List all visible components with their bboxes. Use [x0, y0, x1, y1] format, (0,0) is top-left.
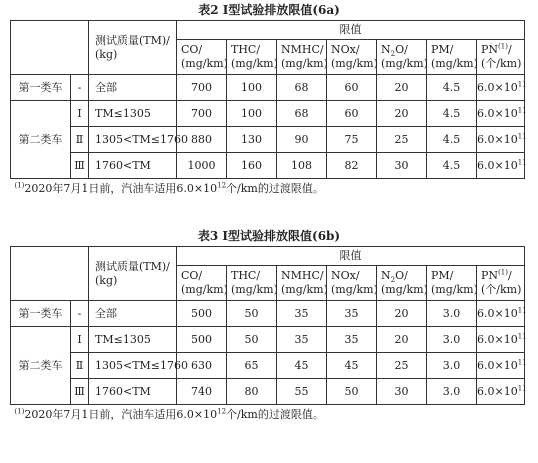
pn-limit-exponent: 11	[517, 331, 527, 340]
limit-value-cell: 35	[327, 327, 377, 353]
limit-value-cell: 50	[227, 301, 277, 327]
table-caption: 表2 Ⅰ型试验排放限值(6a)	[198, 3, 340, 17]
limit-value-cell: 45	[327, 353, 377, 379]
limit-value-cell: 68	[277, 101, 327, 127]
pollutant-header-cell	[177, 40, 227, 75]
limit-value-cell: 20	[377, 301, 427, 327]
test-mass-header-line: 测试质量(TM)/	[95, 259, 170, 273]
limit-value-cell: 3.0	[427, 379, 477, 405]
pn-limit-cell	[477, 127, 525, 153]
limit-value-cell: 700	[177, 75, 227, 101]
pollutant-unit: (mg/km)	[281, 283, 328, 296]
class2-row	[11, 379, 525, 405]
limit-value-cell: 20	[377, 101, 427, 127]
pollutant-name	[381, 269, 426, 283]
test-mass-cell: 1305<TM≤1760	[89, 353, 177, 379]
vehicle-subclass: Ⅲ	[71, 379, 89, 405]
limit-value-cell: 630	[177, 353, 227, 379]
pn-limit-base: 6.0×10	[477, 132, 518, 146]
pollutant-unit: (mg/km)	[331, 283, 378, 296]
pollutant-header-cell	[277, 266, 327, 301]
pn-limit-base: 6.0×10	[477, 80, 518, 94]
pn-limit-cell	[477, 301, 525, 327]
class2-row	[11, 101, 525, 127]
limit-value-cell: 20	[377, 75, 427, 101]
pn-limit-cell	[477, 327, 525, 353]
test-mass-cell: 1305<TM≤1760	[89, 127, 177, 153]
test-mass-header	[89, 21, 177, 75]
pollutant-unit: (mg/km)	[431, 57, 478, 70]
footnote-mark: (1)	[14, 181, 25, 190]
test-mass-cell: 1760<TM	[89, 153, 177, 179]
vehicle-subclass: Ⅰ	[71, 101, 89, 127]
limit-value-cell: 4.5	[427, 101, 477, 127]
pollutant-header-cell	[377, 266, 427, 301]
pollutant-name	[481, 269, 524, 283]
limit-value-cell: 75	[327, 127, 377, 153]
header-row	[11, 21, 525, 40]
vehicle-class-label: 第二类车	[11, 327, 71, 405]
pollutant-header-cell	[227, 40, 277, 75]
class2-row	[11, 353, 525, 379]
limit-value-cell: 35	[327, 301, 377, 327]
pollutant-name: CO/	[181, 43, 203, 56]
test-mass-cell: 全部	[89, 75, 177, 101]
pollutant-name-subscript: 2	[390, 50, 396, 59]
pn-limit-base: 6.0×10	[477, 358, 518, 372]
pn-limit-cell	[477, 153, 525, 179]
pollutant-header-cell	[227, 266, 277, 301]
limit-value-cell: 100	[227, 75, 277, 101]
test-mass-cell: 1760<TM	[89, 379, 177, 405]
limit-value-cell: 20	[377, 327, 427, 353]
pollutant-name: NMHC/	[281, 43, 324, 56]
class2-row	[11, 153, 525, 179]
limit-value-cell: 30	[377, 379, 427, 405]
test-mass-header-unit: (kg)	[95, 47, 118, 61]
test-mass-header-line: 测试质量(TM)/	[95, 33, 170, 47]
pollutant-unit: (mg/km)	[181, 57, 228, 70]
limit-value-cell: 82	[327, 153, 377, 179]
footnote-text: 2020年7月1日前，汽油车适用6.0×10	[24, 182, 218, 195]
limit-value-cell: 35	[277, 301, 327, 327]
pollutant-name-main: N	[381, 269, 391, 282]
pollutant-unit: (mg/km)	[331, 57, 378, 70]
pollutant-unit: (mg/km)	[381, 57, 428, 70]
limit-value-cell: 108	[277, 153, 327, 179]
pollutant-name: NMHC/	[281, 269, 324, 282]
limit-value-cell: 68	[277, 75, 327, 101]
pn-limit-base: 6.0×10	[477, 306, 518, 320]
test-mass-cell: TM≤1305	[89, 101, 177, 127]
pollutant-name-main: N	[381, 43, 391, 56]
limits-header: 限值	[177, 247, 525, 266]
limit-value-cell: 500	[177, 301, 227, 327]
limit-value-cell: 55	[277, 379, 327, 405]
pollutant-name-main: PN	[481, 269, 499, 282]
pn-limit-exponent: 11	[517, 157, 527, 166]
limit-value-cell: 3.0	[427, 353, 477, 379]
class2-row	[11, 327, 525, 353]
test-mass-header-unit: (kg)	[95, 273, 118, 287]
limit-value-cell: 30	[377, 153, 427, 179]
pollutant-header-cell	[477, 266, 525, 301]
vehicle-class-label: 第一类车	[11, 75, 71, 101]
pn-limit-cell	[477, 101, 525, 127]
vehicle-class-label: 第一类车	[11, 301, 71, 327]
emission-limits-table-6a	[10, 20, 525, 199]
pollutant-name-rest: O/	[395, 43, 408, 56]
vehicle-subclass: -	[71, 301, 89, 327]
pollutant-header-cell	[477, 40, 525, 75]
vehicle-subclass: Ⅱ	[71, 353, 89, 379]
class1-row	[11, 301, 525, 327]
header-row	[11, 247, 525, 266]
pn-limit-cell	[477, 75, 525, 101]
test-mass-cell: 全部	[89, 301, 177, 327]
test-mass-cell: TM≤1305	[89, 327, 177, 353]
limit-value-cell: 60	[327, 101, 377, 127]
footnote-reference: (1)	[498, 42, 508, 51]
pn-limit-base: 6.0×10	[477, 332, 518, 346]
limit-value-cell: 3.0	[427, 327, 477, 353]
pollutant-name-rest: /	[507, 269, 512, 282]
pollutant-name: PM/	[431, 269, 454, 282]
limit-value-cell: 880	[177, 127, 227, 153]
limit-value-cell: 1000	[177, 153, 227, 179]
limit-value-cell: 50	[227, 327, 277, 353]
vehicle-subclass: Ⅱ	[71, 127, 89, 153]
pollutant-name: THC/	[231, 269, 261, 282]
pollutant-header-cell	[427, 40, 477, 75]
limit-value-cell: 35	[277, 327, 327, 353]
pn-limit-cell	[477, 353, 525, 379]
footnote-text: 2020年7月1日前，汽油车适用6.0×10	[24, 408, 218, 421]
pollutant-header-cell	[277, 40, 327, 75]
pollutant-name-main: PN	[481, 43, 499, 56]
pollutant-name-rest: O/	[395, 269, 408, 282]
pollutant-name	[381, 43, 426, 57]
pn-limit-base: 6.0×10	[477, 384, 518, 398]
footnote-text: 个/km的过渡限值。	[226, 408, 324, 421]
pn-limit-exponent: 11	[517, 305, 527, 314]
pollutant-name: NOx/	[331, 269, 360, 282]
limit-value-cell: 90	[277, 127, 327, 153]
pn-limit-base: 6.0×10	[477, 158, 518, 172]
pollutant-unit: (mg/km)	[181, 283, 228, 296]
pollutant-name-subscript: 2	[390, 276, 396, 285]
pollutant-header-cell	[427, 266, 477, 301]
pollutant-header-cell	[377, 40, 427, 75]
limit-value-cell: 25	[377, 127, 427, 153]
vehicle-class-label: 第二类车	[11, 101, 71, 179]
test-mass-header	[89, 247, 177, 301]
limit-value-cell: 50	[327, 379, 377, 405]
pollutant-name: THC/	[231, 43, 261, 56]
limit-value-cell: 100	[227, 101, 277, 127]
footnote-row	[11, 179, 525, 200]
pollutant-header-cell	[327, 266, 377, 301]
limit-value-cell: 45	[277, 353, 327, 379]
corner-cell	[11, 247, 89, 301]
limit-value-cell: 4.5	[427, 127, 477, 153]
footnote-reference: (1)	[498, 268, 508, 277]
limit-value-cell: 500	[177, 327, 227, 353]
pollutant-name: PM/	[431, 43, 454, 56]
pollutant-unit: (个/km)	[481, 57, 522, 70]
class2-row	[11, 127, 525, 153]
emission-limits-table-6b	[10, 246, 525, 425]
pollutant-name: CO/	[181, 269, 203, 282]
pollutant-unit: (mg/km)	[231, 283, 278, 296]
footnote-text: 个/km的过渡限值。	[226, 182, 324, 195]
footnote-row	[11, 405, 525, 426]
footnote	[11, 405, 525, 426]
limit-value-cell: 4.5	[427, 153, 477, 179]
footnote-mark: (1)	[14, 407, 25, 416]
limit-value-cell: 3.0	[427, 301, 477, 327]
pn-limit-exponent: 11	[517, 357, 527, 366]
pollutant-unit: (个/km)	[481, 283, 522, 296]
pollutant-header-cell	[177, 266, 227, 301]
footnote-exponent: 12	[217, 181, 227, 190]
footnote	[11, 179, 525, 200]
pollutant-name	[481, 43, 524, 57]
footnote-exponent: 12	[217, 407, 227, 416]
vehicle-subclass: Ⅰ	[71, 327, 89, 353]
limit-value-cell: 65	[227, 353, 277, 379]
pollutant-unit: (mg/km)	[431, 283, 478, 296]
vehicle-subclass: Ⅲ	[71, 153, 89, 179]
pollutant-name-rest: /	[507, 43, 512, 56]
pn-limit-exponent: 11	[517, 79, 527, 88]
limit-value-cell: 60	[327, 75, 377, 101]
pn-limit-exponent: 11	[517, 105, 527, 114]
limit-value-cell: 740	[177, 379, 227, 405]
pollutant-header-cell	[327, 40, 377, 75]
vehicle-subclass: -	[71, 75, 89, 101]
pollutant-name: NOx/	[331, 43, 360, 56]
limit-value-cell: 130	[227, 127, 277, 153]
limit-value-cell: 700	[177, 101, 227, 127]
pollutant-unit: (mg/km)	[381, 283, 428, 296]
pn-limit-base: 6.0×10	[477, 106, 518, 120]
limit-value-cell: 25	[377, 353, 427, 379]
class1-row	[11, 75, 525, 101]
pn-limit-cell	[477, 379, 525, 405]
corner-cell	[11, 21, 89, 75]
limits-header: 限值	[177, 21, 525, 40]
limit-value-cell: 80	[227, 379, 277, 405]
pollutant-unit: (mg/km)	[281, 57, 328, 70]
table-caption: 表3 Ⅰ型试验排放限值(6b)	[197, 229, 341, 243]
pn-limit-exponent: 11	[517, 383, 527, 392]
pn-limit-exponent: 11	[517, 131, 527, 140]
pollutant-unit: (mg/km)	[231, 57, 278, 70]
limit-value-cell: 160	[227, 153, 277, 179]
limit-value-cell: 4.5	[427, 75, 477, 101]
